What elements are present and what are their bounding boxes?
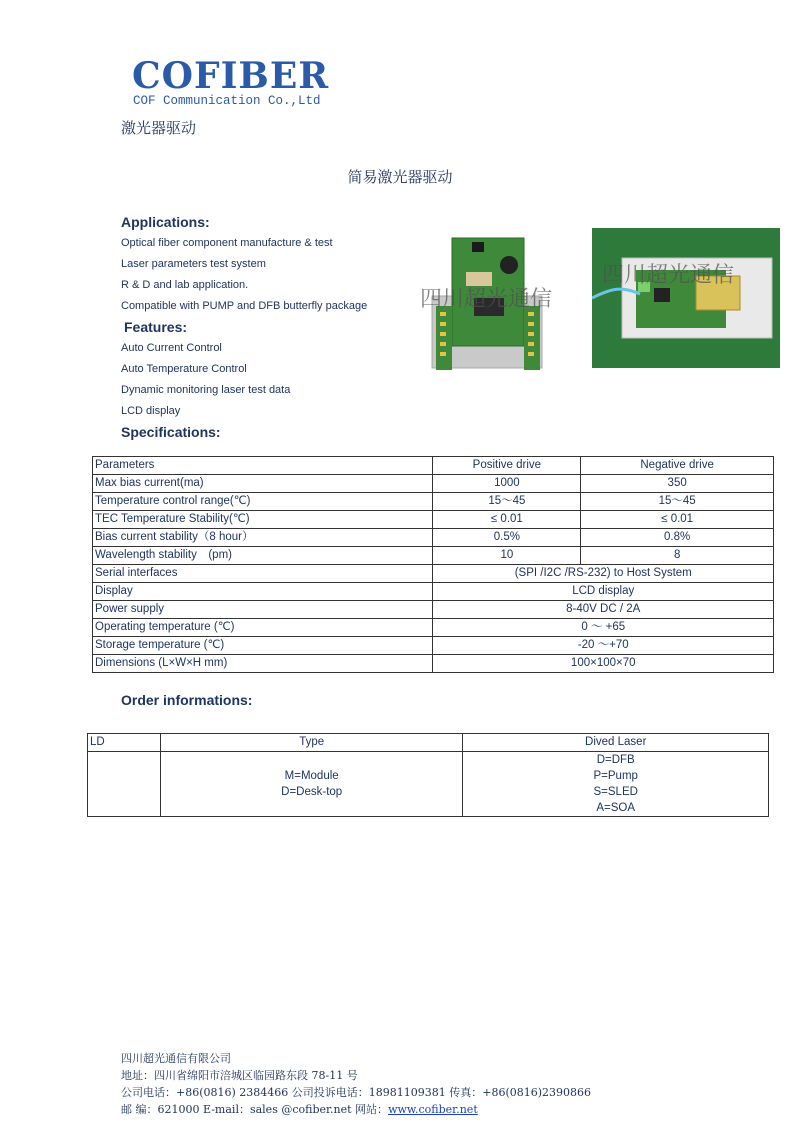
table-cell: (SPI /I2C /RS-232) to Host System [433,565,774,583]
photo-watermark: 四川超光通信 [602,262,735,287]
table-row [93,547,774,565]
footer-address: 地址：四川省绵阳市涪城区临园路东段 78-11 号 [121,1069,358,1082]
footer-company: 四川超光通信有限公司 [121,1052,231,1065]
laser-module-image [592,228,780,368]
footer [121,1050,591,1118]
table-cell [88,752,161,817]
table-cell: 350 [581,475,774,493]
table-cell: 0.8% [581,529,774,547]
table-cell: Temperature control range(℃) [93,493,433,511]
table-cell: 0.5% [433,529,581,547]
logo-subtitle: COF Communication Co.,Ltd [133,94,321,108]
table-header-cell: LD [88,734,161,752]
table-cell: Power supply [93,601,433,619]
type-option: D=Desk-top [281,786,343,798]
type-option: M=Module [284,770,339,782]
logo-wordmark: COFIBER [132,55,330,97]
table-cell: Bias current stability（8 hour） [93,529,433,547]
table-cell: 1000 [433,475,581,493]
type-options-cell [160,752,463,817]
applications-heading: Applications: [121,214,210,230]
table-cell: Serial interfaces [93,565,433,583]
table-header-cell: Dived Laser [463,734,769,752]
specifications-heading: Specifications: [121,424,221,440]
table-header-row [93,457,774,475]
footer-contact-text: 邮 编：621000 E-mail：sales @cofiber.net 网站： [121,1103,389,1116]
product-photo-module [592,228,780,368]
table-row [93,529,774,547]
product-photo-board [414,228,564,378]
list-item: Optical fiber component manufacture & test [121,237,333,249]
company-logo [128,56,348,112]
footer-phones: 公司电话：+86(0816) 2384466 公司投诉电话：18981109381 传真：+86(0816)2390866 [121,1086,592,1099]
list-item: Auto Current Control [121,342,222,354]
table-cell: Wavelength stability (pm) [93,547,433,565]
table-cell: 8-40V DC / 2A [433,601,774,619]
applications-list [121,233,367,317]
table-cell: ≤ 0.01 [581,511,774,529]
order-table [87,733,769,817]
laser-option: S=SLED [593,786,638,798]
table-row [93,475,774,493]
list-item: Laser parameters test system [121,258,266,270]
table-row [88,752,769,817]
document-title: 简易激光器驱动 [347,169,453,186]
features-list [121,338,290,422]
table-header-cell: Negative drive [581,457,774,475]
laser-option: A=SOA [596,802,636,814]
table-row [93,565,774,583]
table-row [93,511,774,529]
table-cell: Display [93,583,433,601]
table-cell: Storage temperature (℃) [93,637,433,655]
features-heading: Features: [124,319,188,335]
table-cell: ≤ 0.01 [433,511,581,529]
laser-option: D=DFB [596,754,635,766]
table-cell: 15～45 [433,493,581,511]
laser-options-cell [463,752,769,817]
table-cell: Max bias current(ma) [93,475,433,493]
list-item: R & D and lab application. [121,279,249,291]
document-category: 激光器驱动 [121,120,197,137]
table-cell: 8 [581,547,774,565]
table-row [93,493,774,511]
order-heading: Order informations: [121,692,253,708]
table-cell: 0 ～ +65 [433,619,774,637]
table-cell: 100×100×70 [433,655,774,673]
table-header-row [88,734,769,752]
table-row [93,601,774,619]
table-header-cell: Parameters [93,457,433,475]
specifications-table [92,456,774,673]
laser-option: P=Pump [593,770,638,782]
table-header-cell: Type [160,734,463,752]
table-cell: Dimensions (L×W×H mm) [93,655,433,673]
table-cell: LCD display [433,583,774,601]
table-cell: 15～45 [581,493,774,511]
list-item: Compatible with PUMP and DFB butterfly package [121,300,368,312]
list-item: Dynamic monitoring laser test data [121,384,291,396]
list-item: Auto Temperature Control [121,363,247,375]
table-cell: TEC Temperature Stability(℃) [93,511,433,529]
website-link[interactable]: www.cofiber.net [388,1103,478,1116]
table-row [93,583,774,601]
table-cell: 10 [433,547,581,565]
table-header-cell: Positive drive [433,457,581,475]
table-row [93,619,774,637]
table-cell: Operating temperature (℃) [93,619,433,637]
table-row [93,637,774,655]
table-cell: -20 ～+70 [433,637,774,655]
photo-watermark: 四川超光通信 [420,286,553,311]
footer-contact [121,1101,591,1118]
table-row [93,655,774,673]
list-item: LCD display [121,405,181,417]
